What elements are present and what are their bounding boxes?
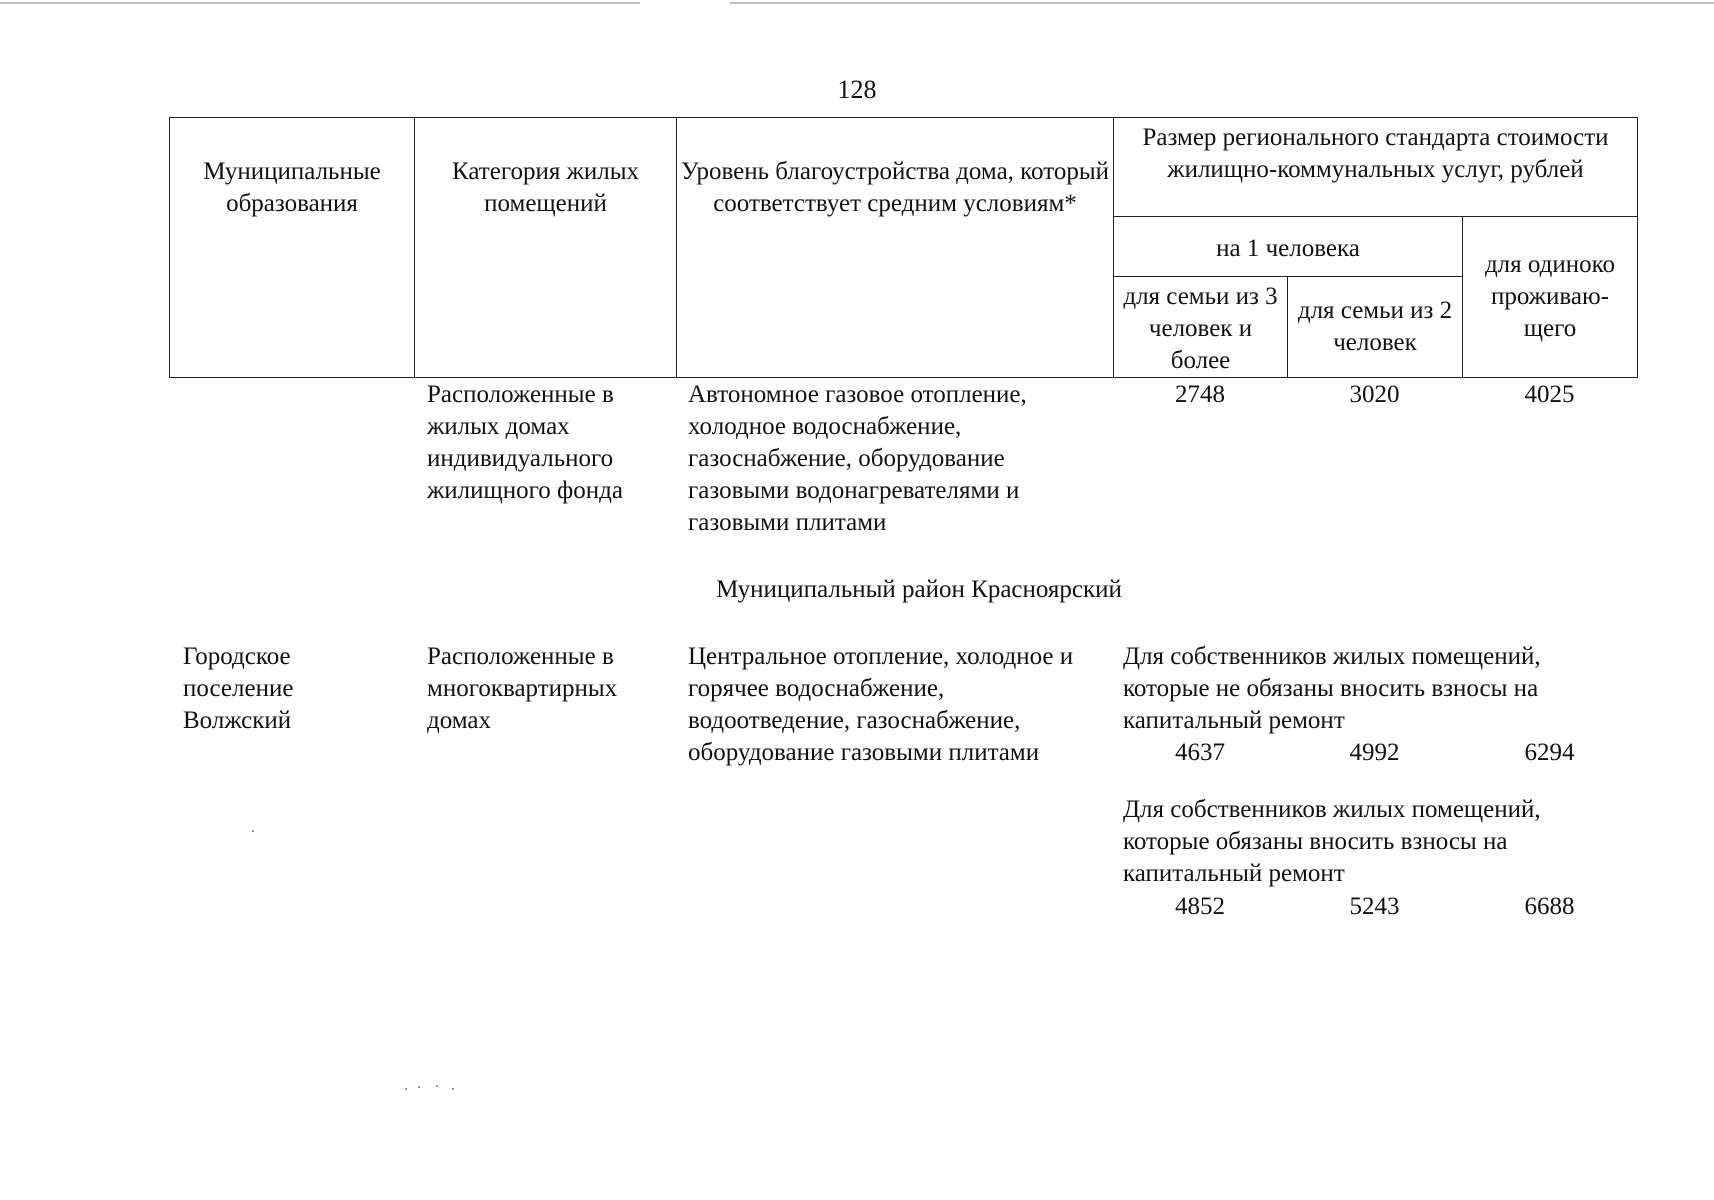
scan-artifact-line xyxy=(730,2,1714,4)
row2-group2-family2: 5243 xyxy=(1349,893,1400,920)
row2-group2-family3: 4852 xyxy=(1175,893,1225,920)
header-municipal: Муниципальные образования xyxy=(170,118,415,378)
header-level-line2: соответствует средним условиям* xyxy=(713,190,1077,217)
row2-group1-family3: 4637 xyxy=(1175,739,1225,766)
header-level-line1: Уровень благоустройства дома, который xyxy=(681,158,1109,185)
header-standard-line1: Размер регионального стандарта стоимости xyxy=(1142,124,1609,151)
header-standard-line2: жилищно-коммунальных услуг, рублей xyxy=(1167,156,1584,183)
row2-group1-single: 6294 xyxy=(1524,739,1575,766)
row2-level: Центральное отопление, холодное и горячее водоснабжение, водоотведение, газоснабжение, оборудование газовыми плитами xyxy=(688,643,1074,766)
scan-artifact-line xyxy=(0,2,640,4)
header-single: для одиноко проживаю-щего xyxy=(1463,217,1638,378)
row1-level: Автономное газовое отопление, холодное водоснабжение, газоснабжение, оборудование газовыми водонагревателями и газовыми плитами xyxy=(688,381,1027,536)
row2-category: Расположенные в многоквартирных домах xyxy=(427,643,618,734)
scan-speck xyxy=(418,1086,420,1088)
row1-single: 4025 xyxy=(1524,381,1575,408)
row2-group1-family2: 4992 xyxy=(1349,739,1400,766)
header-per-person: на 1 человека xyxy=(1114,217,1463,277)
header-category: Категория жилых помещений xyxy=(415,118,677,378)
header-family2: для семьи из 2 человек xyxy=(1288,277,1463,378)
section-title: Муниципальный район Красноярский xyxy=(716,576,1122,603)
scan-speck xyxy=(405,1088,407,1090)
row2-group2-single: 6688 xyxy=(1524,893,1575,920)
table-header xyxy=(169,117,1638,378)
row1-category: Расположенные в жилых домах индивидуального жилищного фонда xyxy=(427,381,623,504)
scan-speck xyxy=(436,1085,438,1087)
row2-group2-text: Для собственников жилых помещений, которые обязаны вносить взносы на капитальный ремонт xyxy=(1123,796,1541,887)
row2-group1-text: Для собственников жилых помещений, которые не обязаны вносить взносы на капитальный ремонт xyxy=(1123,643,1541,734)
row1-family2: 3020 xyxy=(1349,381,1400,408)
scan-speck xyxy=(452,1088,454,1090)
header-standard xyxy=(1114,118,1638,217)
row2-municipal: Городское поселение Волжский xyxy=(183,643,294,734)
row1-family3: 2748 xyxy=(1175,381,1225,408)
page-number: 128 xyxy=(837,75,877,104)
header-level xyxy=(677,118,1114,378)
header-family3: для семьи из 3 человек и более xyxy=(1114,277,1288,378)
scan-speck xyxy=(252,830,254,832)
